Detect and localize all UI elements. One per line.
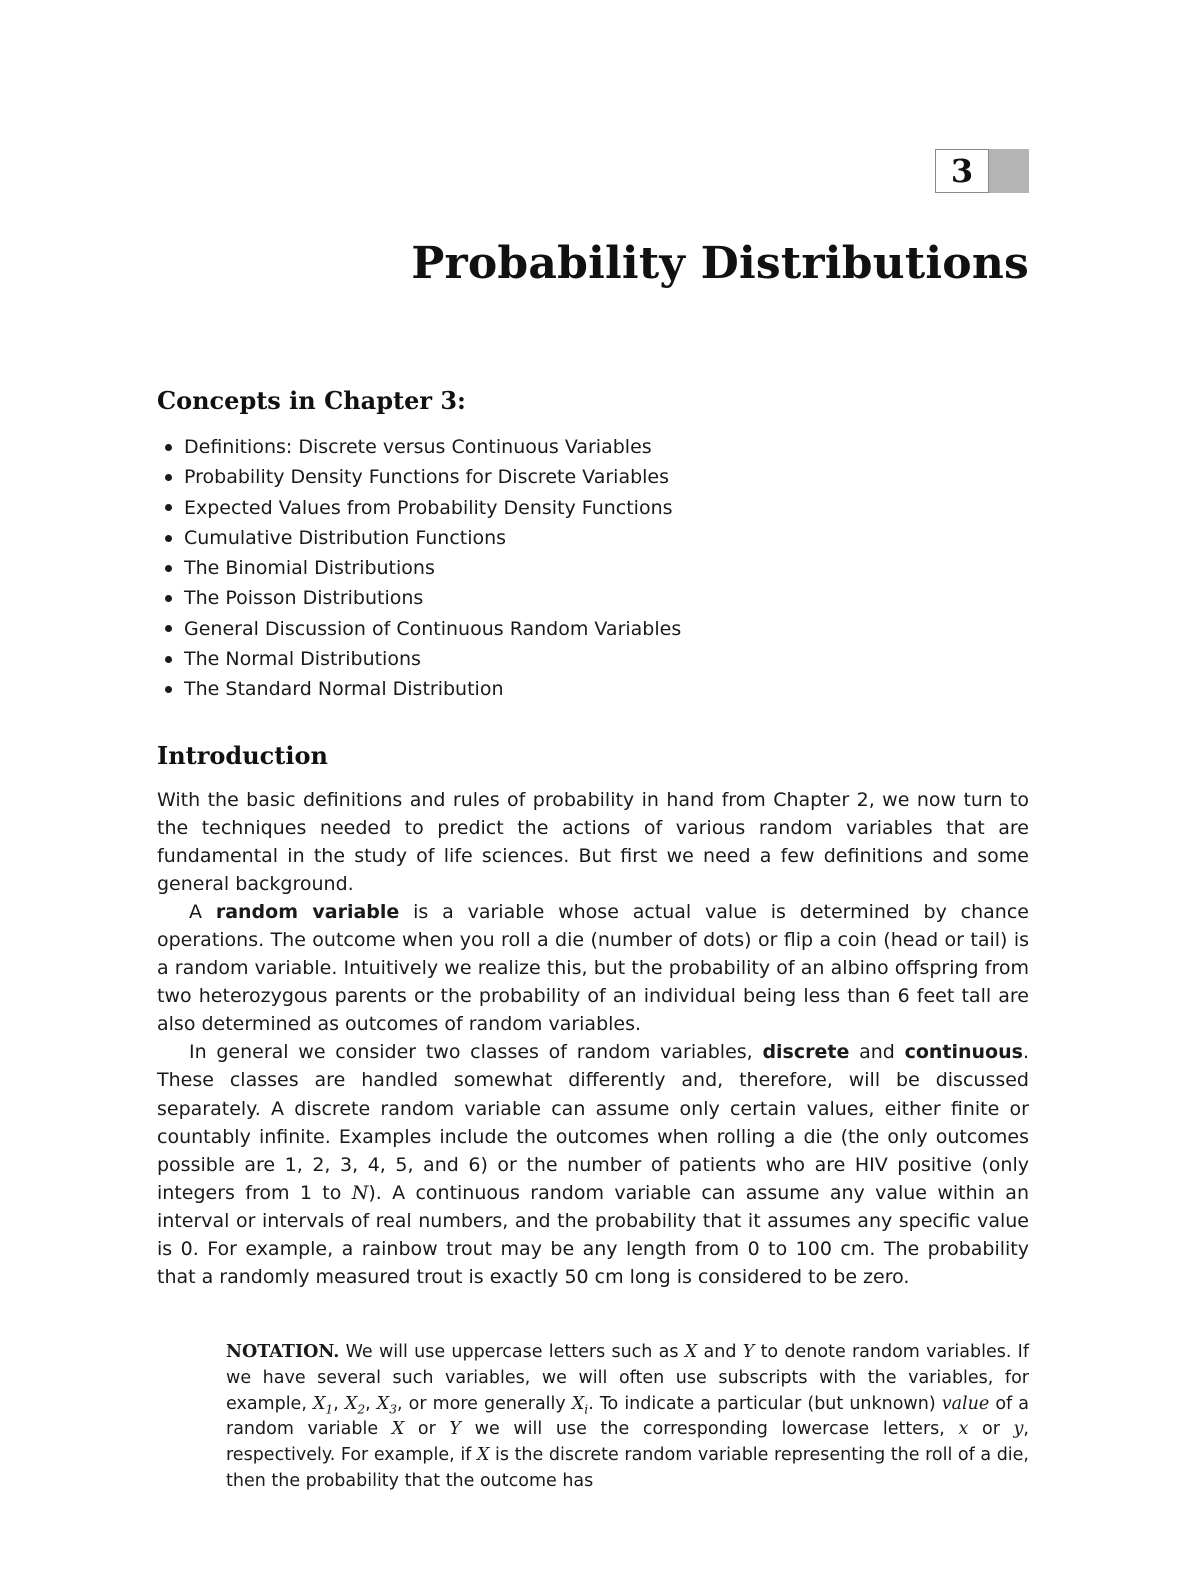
- concept-item: The Binomial Distributions: [160, 553, 681, 583]
- bullet-icon: [165, 656, 172, 663]
- chapter-number-shade: [989, 149, 1029, 193]
- bullet-icon: [165, 625, 172, 632]
- math-variable: Y: [449, 1419, 461, 1440]
- math-variable: Y: [742, 1342, 755, 1362]
- bullet-icon: [165, 565, 172, 572]
- math-variable: $X_2$: [344, 1393, 366, 1417]
- concept-list: [160, 432, 681, 705]
- math-variable: $X_i$: [571, 1393, 589, 1417]
- bullet-icon: [165, 595, 172, 602]
- bullet-icon: [165, 686, 172, 693]
- math-variable: X: [684, 1342, 698, 1362]
- math-variable: N: [351, 1181, 369, 1204]
- bullet-icon: [165, 474, 172, 481]
- defined-term: random variable: [215, 901, 400, 924]
- concept-item: The Standard Normal Distribution: [160, 674, 681, 704]
- bullet-icon: [165, 444, 172, 451]
- concept-item: Expected Values from Probability Density Functions: [160, 493, 681, 523]
- concepts-heading: Concepts in Chapter 3:: [157, 386, 466, 415]
- chapter-title: Probability Distributions: [411, 238, 1029, 289]
- paragraph: In general we consider two classes of random variables, discrete and continuous. These classes are handled somewhat differently and, therefore, will be discussed separately. A discrete random variable can assume only certain values, either finite or countably infinite. Examples include the outcomes when rolling a die (the only outcomes possible are 1, 2, 3, 4, 5, and 6) or the number of patients who are HIV positive (only integers from 1 to N). A continuous random variable can assume any value within an interval or intervals of real numbers, and the probability that it assumes any specific value is 0. For example, a rainbow trout may be any length from 0 to 100 cm. The probability that a randomly measured trout is exactly 50 cm long is considered to be zero.: [157, 1041, 1029, 1288]
- bullet-icon: [165, 535, 172, 542]
- concept-item: Probability Density Functions for Discrete Variables: [160, 462, 681, 492]
- math-variable: X: [476, 1445, 490, 1466]
- concept-item: The Poisson Distributions: [160, 583, 681, 613]
- concept-item: Definitions: Discrete versus Continuous Variables: [160, 432, 681, 462]
- paragraph: A random variable is a variable whose actual value is determined by chance operations. The outcome when you roll a die (number of dots) or flip a coin (head or tail) is a random variable. Intuitively we realize this, but the probability of an albino offspring from two heterozygous parents or the probability of an individual being less than 6 feet tall are also determined as outcomes of random variables.: [157, 901, 1029, 1036]
- concept-item: General Discussion of Continuous Random Variables: [160, 614, 681, 644]
- math-variable: $X_1$: [312, 1393, 334, 1417]
- bullet-icon: [165, 504, 172, 511]
- notation-paragraph: NOTATION. We will use uppercase letters such as X and Y to denote random variables. If we have several such variables, we will often use subscripts with the variables, for example, $X_1$, $X_2$, $X_3$, or more generally $X_i$. To indicate a particular (but unknown) value of a random variable X or Y we will use the corresponding lowercase letters, x or y, respectively. For example, if X is the discrete random variable representing the roll of a die, then the probability that the outcome has: [226, 1342, 1030, 1491]
- math-variable: X: [391, 1419, 405, 1440]
- math-variable: y: [1013, 1419, 1024, 1440]
- concept-item: The Normal Distributions: [160, 644, 681, 674]
- defined-term: continuous: [904, 1041, 1023, 1064]
- introduction-heading: Introduction: [157, 741, 328, 770]
- paragraph: With the basic definitions and rules of probability in hand from Chapter 2, we now turn to the techniques needed to predict the actions of various random variables that are fundamental in the study of life sciences. But first we need a few definitions and some general background.: [157, 789, 1029, 896]
- defined-term: discrete: [762, 1041, 850, 1064]
- notation-box: [226, 1340, 1029, 1495]
- chapter-number-box: [935, 149, 1029, 193]
- notation-label: NOTATION.: [226, 1342, 340, 1362]
- math-variable: $X_3$: [376, 1393, 398, 1417]
- introduction-body: [157, 786, 1029, 1291]
- emphasized-word: value: [941, 1393, 990, 1414]
- concept-item: Cumulative Distribution Functions: [160, 523, 681, 553]
- math-variable: x: [958, 1419, 969, 1440]
- chapter-number: 3: [935, 149, 989, 193]
